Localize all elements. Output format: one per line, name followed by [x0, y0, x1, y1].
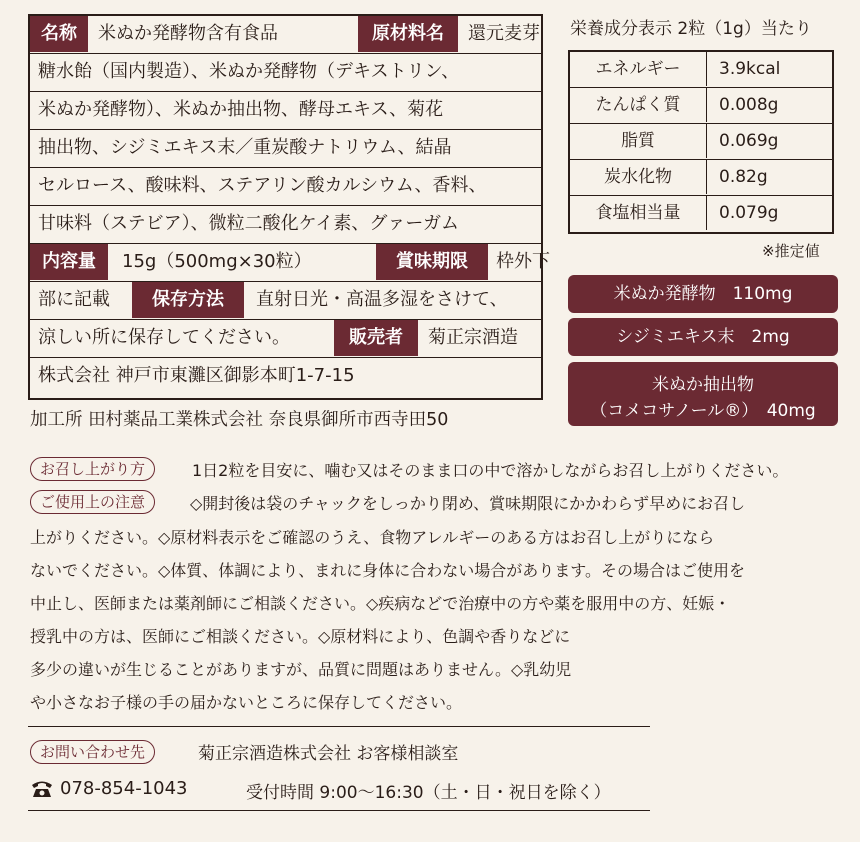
label-row-name [30, 16, 541, 54]
seller-address: 株式会社 神戸市東灘区御影本町1-7-15 [38, 365, 355, 386]
caution-line: ◇開封後は袋のチャックをしっかり閉め、賞味期限にかかわらず早めにお召し [190, 494, 746, 513]
nutrition-value: 0.079g [706, 196, 832, 230]
nutrition-note: ※推定値 [762, 242, 820, 260]
caution-line: ないでください。◇体質、体調により、まれに身体に合わない場合があります。その場合はご使用を [30, 561, 746, 580]
ingredients-line [30, 54, 541, 92]
ingredients-first: 還元麦芽 [468, 23, 540, 44]
nutrition-row [570, 52, 832, 88]
highlight-rice-bran-ferment [568, 275, 838, 313]
seller-key: 販売者 [334, 320, 418, 356]
name-key: 名称 [30, 16, 88, 52]
ingredients-line [30, 206, 541, 244]
nutrition-value: 0.82g [706, 160, 832, 194]
caution-line: 中止し、医師または薬剤師にご相談ください。◇疾病などで治療中の方や薬を服用中の方、妊娠・ [30, 594, 731, 613]
usage-tag: お召し上がり方 [30, 457, 155, 481]
ingredients-text: 抽出物、シジミエキス末／重炭酸ナトリウム、結晶 [38, 137, 452, 158]
nutrition-value: 0.069g [706, 124, 832, 158]
contact-hours: 受付時間 9:00〜16:30（土・日・祝日を除く） [246, 783, 611, 803]
nutrition-row [570, 124, 832, 160]
caution-line: 多少の違いが生じることがありますが、品質に問題はありません。◇乳幼児 [30, 660, 572, 679]
expiry-value: 枠外下 [496, 251, 550, 272]
caution-line: 上がりください。◇原材料表示をご確認のうえ、食物アレルギーのある方はお召し上がりになら [30, 528, 715, 547]
ingredients-line [30, 92, 541, 130]
highlight-text: 米ぬか発酵物 110mg [613, 284, 793, 304]
divider [28, 810, 650, 811]
nutrition-name: 炭水化物 [604, 167, 672, 187]
ingredients-text: セルロース、酸味料、ステアリン酸カルシウム、香料、 [38, 175, 487, 196]
nutrition-name: エネルギー [595, 59, 681, 79]
label-row-address [30, 358, 541, 396]
highlight-shijimi [568, 318, 838, 356]
contact-company: 菊正宗酒造株式会社 お客様相談室 [198, 744, 459, 764]
nutrition-row [570, 160, 832, 196]
nutrition-row [570, 88, 832, 124]
highlight-text: （コメコサノール®） 40mg [590, 401, 816, 421]
nutrition-title: 栄養成分表示 2粒（1g）当たり [570, 19, 812, 39]
ingredients-text: 糖水飴（国内製造）、米ぬか発酵物（デキストリン、 [38, 61, 460, 82]
ingredients-key: 原材料名 [358, 16, 458, 52]
storage-value: 直射日光・高温多湿をさけて、 [256, 289, 508, 310]
contact-tag: お問い合わせ先 [30, 740, 155, 764]
nutrition-value: 0.008g [706, 88, 832, 122]
usage-text: 1日2粒を目安に、噛む又はそのまま口の中で溶かしながらお召し上がりください。 [192, 461, 789, 480]
nutrition-name: 食塩相当量 [595, 203, 681, 223]
highlight-rice-bran-extract [568, 362, 838, 426]
highlight-text: 米ぬか抽出物 [652, 375, 754, 395]
divider [28, 726, 650, 727]
ingredients-text: 甘味料（ステビア）、微粒二酸化ケイ素、グァーガム [38, 213, 460, 234]
contact-phone: 078-854-1043 [60, 778, 188, 799]
nutrition-name: たんぱく質 [595, 95, 681, 115]
content-key: 内容量 [30, 244, 108, 280]
caution-line: 授乳中の方は、医師にご相談ください。◇原材料により、色調や香りなどに [30, 627, 571, 646]
ingredients-label-box [28, 14, 550, 400]
expiry-value-cont: 部に記載 [38, 289, 110, 310]
manufacturer-text: 加工所 田村薬品工業株式会社 奈良県御所市西寺田50 [30, 410, 449, 430]
highlight-text: シジミエキス末 2mg [616, 327, 790, 347]
name-value: 米ぬか発酵物含有食品 [98, 23, 278, 44]
seller-value: 菊正宗酒造 [428, 327, 518, 348]
storage-key: 保存方法 [132, 282, 244, 318]
caution-tag: ご使用上の注意 [30, 490, 155, 514]
storage-value-cont: 涼しい所に保存してください。 [38, 327, 290, 348]
nutrition-row [570, 196, 832, 232]
expiry-key: 賞味期限 [376, 244, 488, 280]
label-row-content [30, 244, 550, 282]
ingredients-text: 米ぬか発酵物）、米ぬか抽出物、酵母エキス、菊花 [38, 99, 444, 120]
nutrition-name: 脂質 [621, 131, 655, 151]
phone-icon [30, 779, 54, 799]
nutrition-value: 3.9kcal [706, 52, 832, 86]
nutrition-table [568, 50, 834, 234]
caution-line: や小さなお子様の手の届かないところに保存してください。 [30, 693, 463, 712]
label-row-seller [30, 320, 541, 358]
ingredients-line [30, 168, 541, 206]
content-value: 15g（500mg×30粒） [122, 251, 312, 272]
label-row-storage [30, 282, 541, 320]
ingredients-line [30, 130, 541, 168]
